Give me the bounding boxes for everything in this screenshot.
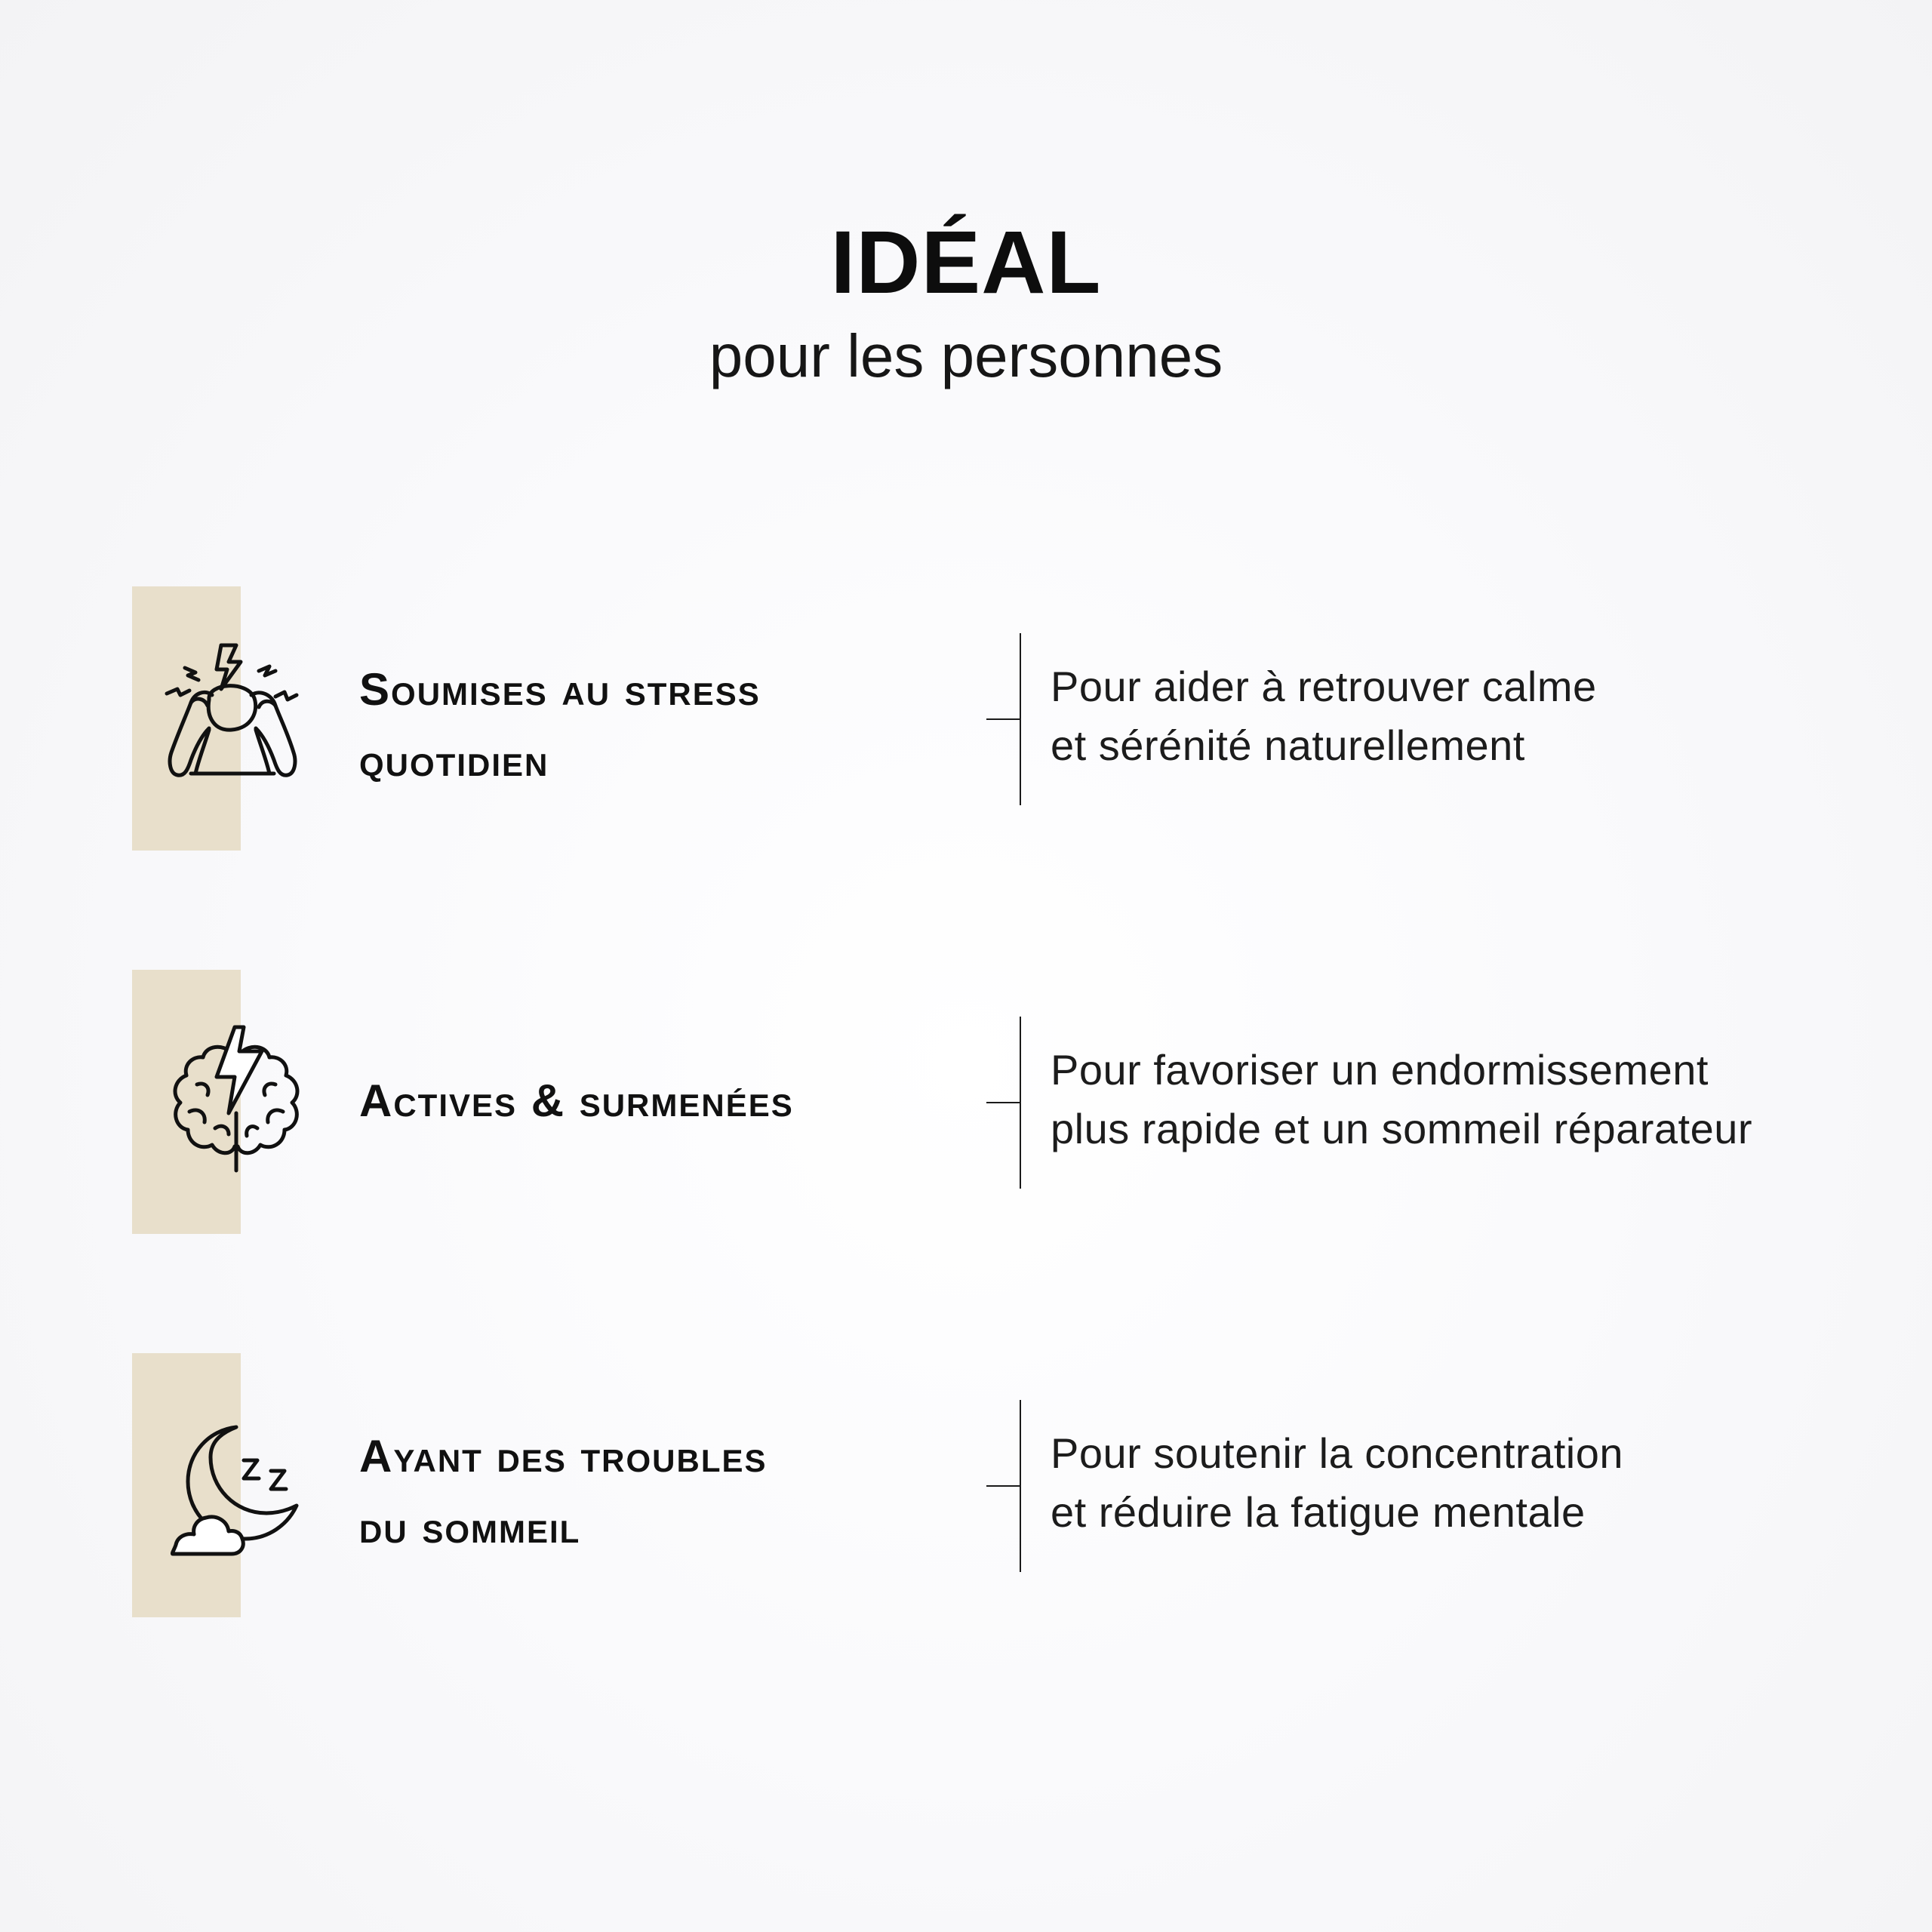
brain-lightning-icon [162,1023,313,1181]
heading-line: Actives & surmenées [359,1075,794,1126]
stressed-person-icon [162,639,313,798]
description-line: Pour soutenir la concentration [1051,1429,1623,1477]
benefit-row-active [0,970,1932,1234]
description-line: et réduire la fatigue mentale [1051,1488,1586,1536]
benefit-heading [359,1421,963,1563]
description-line: Pour aider à retrouver calme [1051,663,1597,710]
description-line: et sérénité naturellement [1051,721,1525,769]
description-line: Pour favoriser un endormissement [1051,1046,1709,1094]
page-title: IDÉAL [830,213,1102,312]
heading-line: Ayant des troubles [359,1431,768,1481]
moon-sleep-icon [162,1406,313,1564]
benefit-row-sleep [0,1353,1932,1617]
description-line: plus rapide et un sommeil réparateur [1051,1105,1753,1152]
divider-tick [986,1102,1021,1103]
benefit-description [1051,1041,1896,1158]
page-subtitle: pour les personnes [709,322,1223,389]
benefit-description [1051,657,1896,775]
divider-tick [986,1485,1021,1487]
heading-line: du sommeil [359,1502,581,1552]
benefit-row-stress [0,586,1932,851]
benefit-heading [359,1066,963,1137]
benefit-heading [359,654,963,796]
heading-line: Soumises au stress [359,664,761,715]
heading-line: quotidien [359,735,549,786]
divider-tick [986,718,1021,720]
benefit-description [1051,1424,1896,1542]
